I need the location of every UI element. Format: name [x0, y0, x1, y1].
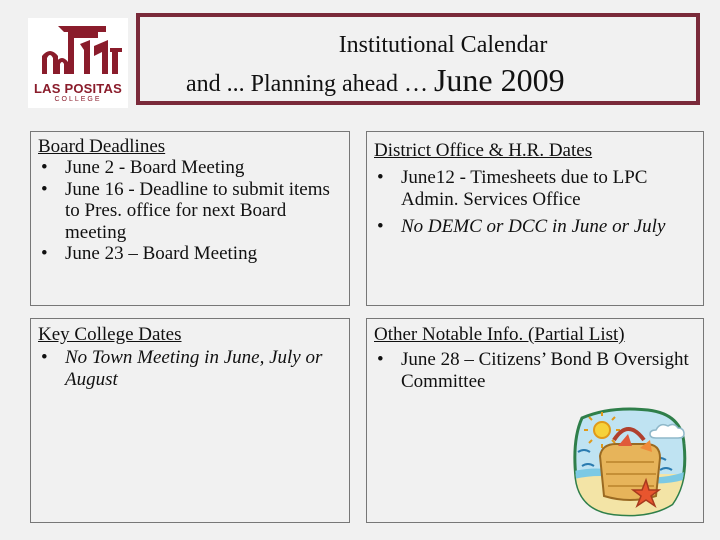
bullet-icon: • [377, 216, 384, 238]
list-item [38, 347, 342, 390]
subtitle-prefix: and ... Planning ahead … [186, 71, 428, 97]
item-text: June 23 – Board Meeting [65, 243, 258, 265]
subtitle-month: June 2009 [433, 62, 565, 98]
notable-info-list [374, 349, 696, 392]
bullet-icon: • [41, 243, 48, 265]
district-office-heading: District Office & H.R. Dates [374, 140, 593, 161]
bullet-icon: • [41, 157, 48, 179]
bullet-icon: • [377, 349, 384, 371]
college-logo [28, 18, 128, 108]
board-deadlines-panel [30, 131, 350, 306]
bullet-icon: • [377, 167, 384, 189]
key-college-dates-list [38, 347, 342, 390]
item-text: No DEMC or DCC in June or July [401, 216, 666, 238]
list-item [374, 216, 696, 237]
board-deadlines-heading: Board Deadlines [38, 136, 166, 157]
item-text: June 2 - Board Meeting [65, 157, 245, 179]
logo-building-icon [28, 18, 128, 80]
board-deadlines-list [38, 157, 342, 264]
list-item [38, 243, 342, 264]
bullet-icon: • [41, 178, 48, 200]
item-text: June 16 - Deadline to submit items to Pres. office for next Board meeting [65, 178, 330, 243]
bullet-icon: • [41, 347, 48, 369]
item-text: No Town Meeting in June, July or August [65, 347, 323, 390]
district-office-panel [366, 131, 704, 306]
beach-bag-clipart-icon [570, 404, 690, 518]
list-item [38, 179, 342, 243]
key-college-dates-heading: Key College Dates [38, 324, 182, 345]
title-banner [136, 13, 700, 105]
list-item [374, 167, 696, 210]
district-office-list [374, 167, 696, 237]
page-subtitle [186, 62, 565, 99]
list-item [374, 349, 696, 392]
key-college-dates-panel [30, 318, 350, 523]
notable-info-heading: Other Notable Info. (Partial List) [374, 324, 625, 345]
list-item [38, 157, 342, 178]
logo-subtitle: COLLEGE [54, 96, 102, 103]
page-title: Institutional Calendar [338, 32, 548, 58]
item-text: June12 - Timesheets due to LPC Admin. Services Office [401, 167, 648, 210]
logo-name: LAS POSITAS [34, 81, 122, 96]
item-text: June 28 – Citizens’ Bond B Oversight Committee [401, 349, 689, 392]
